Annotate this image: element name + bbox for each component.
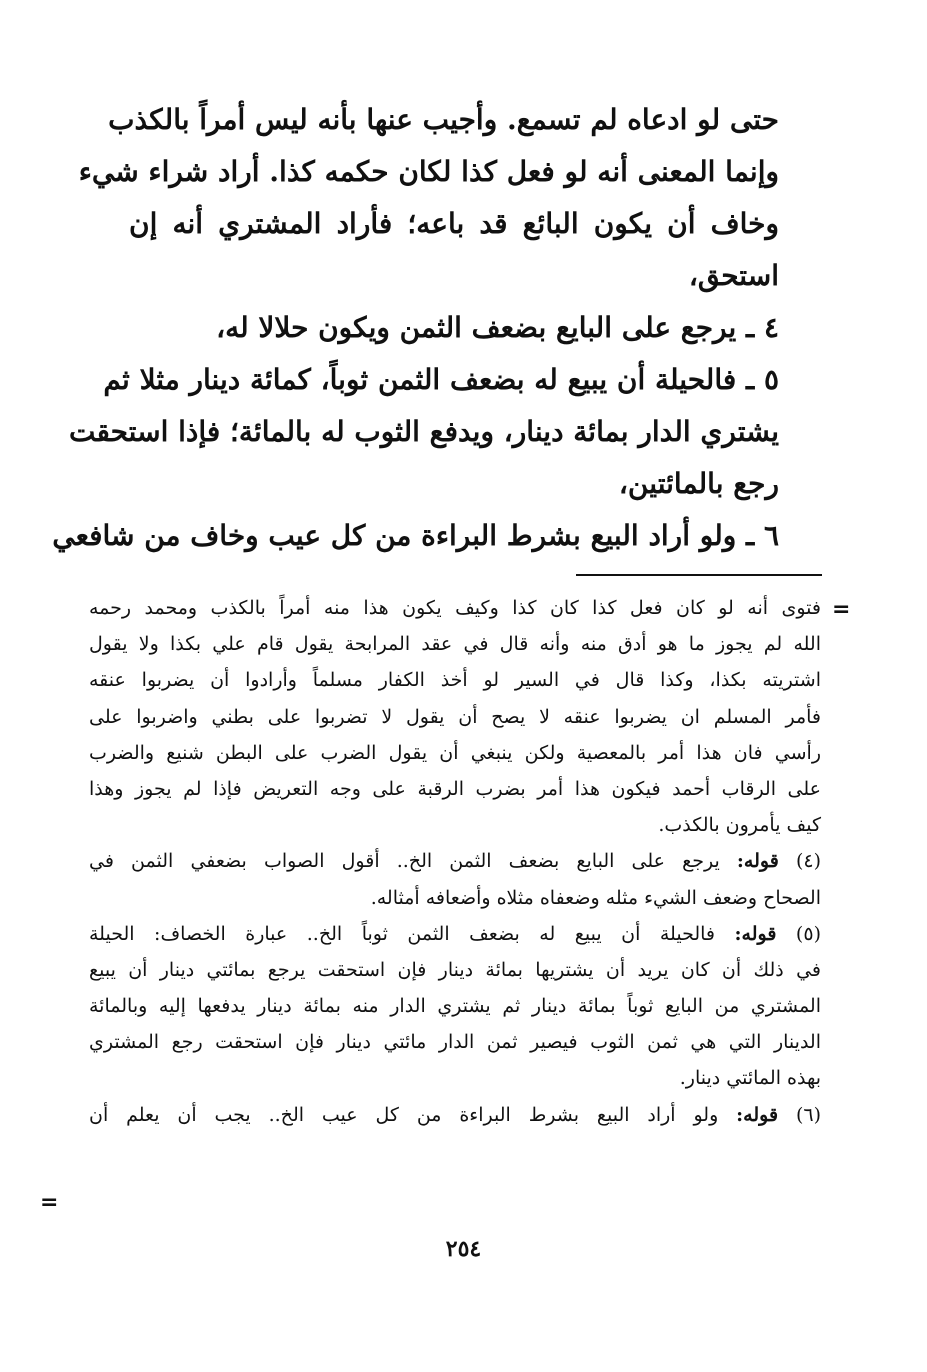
footnote-6-text: ولو أراد البيع بشرط البراءة من كل عيب الخ.. يجب أن يعلم أن (89, 1103, 719, 1126)
footnote-line: المشتري من البايع ثوباً بمائة دينار ثم يشتري الدار منه بمائة دينار يدفعها إليه وبالمائة (89, 995, 821, 1018)
main-line-item-5: ٥ ـ فالحيلة أن يبيع له بضعف الثمن ثوباً، كمائة دينار مثلا ثم (103, 363, 779, 396)
footnote-5-number: (٥) (795, 922, 821, 945)
main-text (52, 94, 779, 562)
footnote-6-number: (٦) (795, 1103, 821, 1126)
footnotes (89, 590, 821, 1133)
footnote-line: كيف يأمرون بالكذب. (658, 814, 821, 837)
footnote-end-mark: = (40, 1190, 59, 1215)
main-line-item-6: ٦ ـ ولو أراد البيع بشرط البراءة من كل عيب وخاف من شافعي (52, 519, 779, 552)
footnote-6-line-1 (89, 1097, 821, 1133)
footnote-4-line-1 (89, 843, 821, 879)
main-line-7: يشتري الدار بمائة دينار، ويدفع الثوب له بالمائة؛ فإذا استحقت (68, 415, 779, 448)
footnote-4-number: (٤) (795, 850, 821, 873)
footnote-line: في ذلك أن كان يريد أن يشتريها بمائة دينار فإن استحقت يرجع بمائتي دينار أن يبيع (89, 958, 821, 981)
footnote-line: بهذه المائتي دينار. (679, 1067, 821, 1090)
footnote-line: اشتريته بكذا، وكذا قال في السير لو أخذ الكفار مسلماً وأرادوا أن يضربوا عنقه (89, 669, 821, 692)
footnote-line: الله لم يجوز ما هو أدق منه وأنه قال في عقد المرابحة يقول قام علي بكذا ولا يقول (89, 633, 821, 656)
footnote-line: على الرقاب أحمد فيكون هذا أمر بضرب الرقبة على وجه التعريض فإذا لم يجوز وهذا (89, 777, 821, 800)
footnote-line: فتوى أنه لو كان فعل كذا كان كذا وكيف يكون هذا منه أمراً بالكذب ومحمد رحمه (89, 597, 821, 619)
main-line-1: حتى لو ادعاه لم تسمع. وأجيب عنها بأنه ليس أمراً بالكذب (108, 103, 779, 136)
footnote-continuation-mark: = (832, 597, 851, 622)
footnote-line: الدينار التي هي ثمن الثوب فيصير ثمن الدار مائتي دينار فإن استحقت رجع المشتري (89, 1031, 821, 1054)
footnote-line: الصحاح وضعف الشيء مثله وضعفاه مثلاه وأضعافه أمثاله. (370, 886, 821, 909)
footnote-4-text: يرجع على البايع بضعف الثمن الخ.. أقول الصواب بضعفي الثمن في (89, 850, 720, 873)
footnote-6-label: قوله: (736, 1103, 779, 1126)
footnote-4-label: قوله: (736, 850, 779, 873)
main-line-item-4: ٤ ـ يرجع على البايع بضعف الثمن ويكون حلالا له، (216, 311, 779, 344)
main-line-4: استحق، (688, 259, 779, 292)
footnote-line: فأمر المسلم ان يضربوا عنقه لا يصح أن يقول لا تضربوا على بطني واضربوا على (89, 705, 821, 728)
footnote-line: رأسي فان هذا أمر بالمعصية ولكن ينبغي أن يقول الضرب على البطن شنيع والضرب (89, 741, 821, 764)
footnote-5-line-1 (89, 916, 821, 952)
page-number: ٢٥٤ (445, 1236, 482, 1262)
footnote-separator (576, 574, 822, 576)
main-line-3: وخاف أن يكون البائع قد باعه؛ فأراد المشتري أنه إن (129, 207, 779, 240)
main-line-2: وإنما المعنى أنه لو فعل كذا لكان حكمه كذا. أراد شراء شيء (78, 155, 779, 188)
main-line-8: رجع بالمائتين، (618, 467, 779, 500)
footnote-5-text: فالحيلة أن يبيع له بضعف الثمن ثوباً الخ.. عبارة الخصاف: الحيلة (89, 922, 715, 945)
footnote-5-label: قوله: (734, 922, 777, 945)
